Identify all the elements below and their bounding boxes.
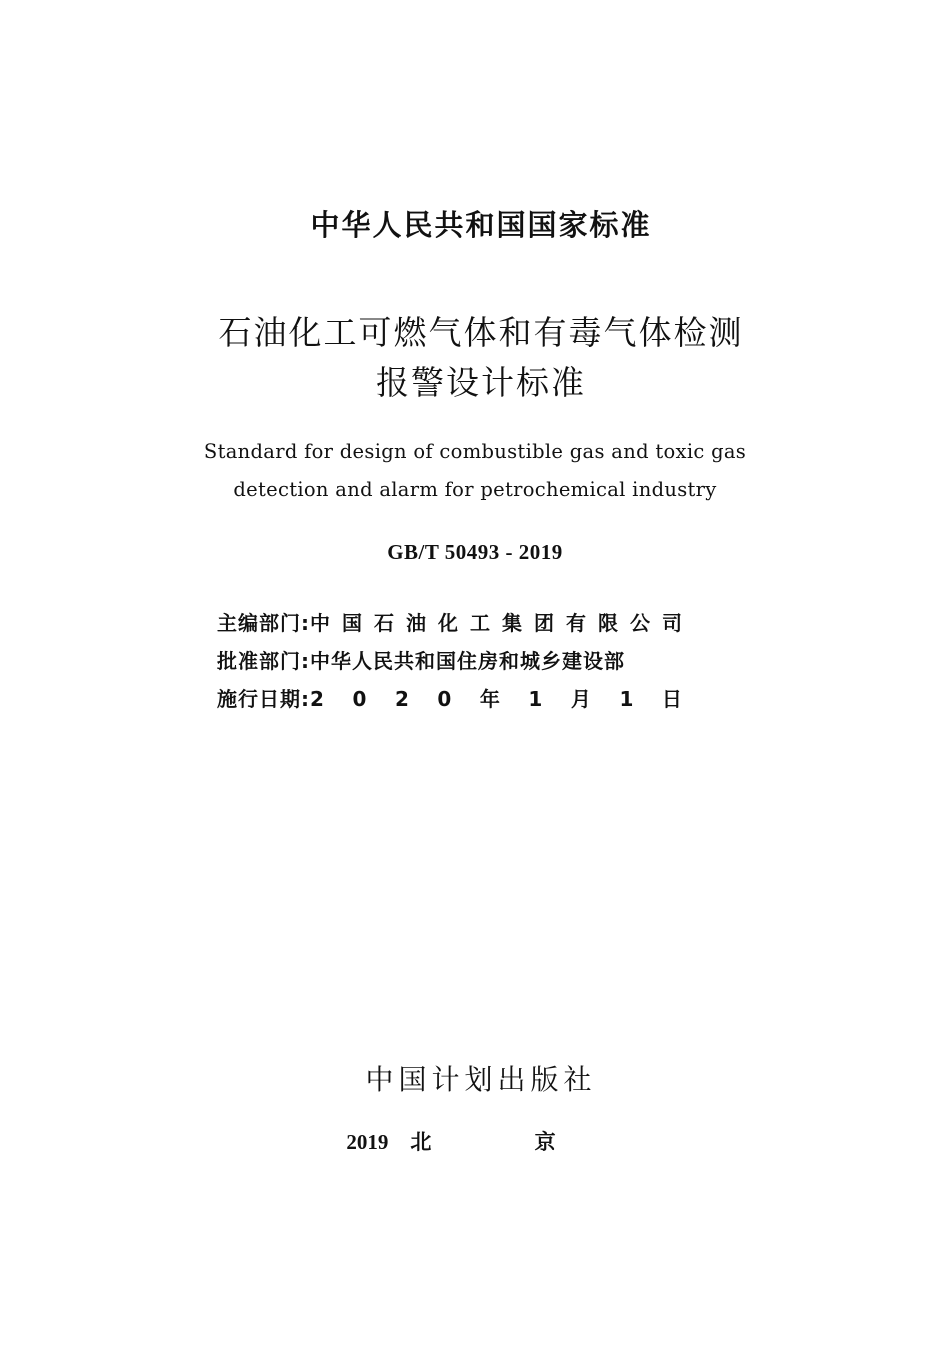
- editor-char: 有: [566, 611, 586, 635]
- editor-char: 团: [534, 611, 554, 635]
- approver-label: 批准部门:: [217, 649, 310, 673]
- title-zh-line1: 石油化工可燃气体和有毒气体检测: [218, 313, 744, 352]
- editor-char: 化: [438, 611, 458, 635]
- date-row: [217, 680, 717, 718]
- title-zh-line2: 报警设计标准: [376, 363, 586, 402]
- editor-value: [310, 604, 682, 642]
- editor-row: [217, 604, 717, 642]
- date-label: 施行日期:: [217, 687, 310, 711]
- date-char: 日: [661, 687, 682, 711]
- title-en-line1: Standard for design of combustible gas and toxic gas: [203, 440, 747, 463]
- approver-row: [217, 642, 717, 680]
- editor-char: 中: [310, 611, 330, 635]
- date-char: 0: [352, 687, 367, 711]
- editor-char: 集: [502, 611, 522, 635]
- publication-place: [0, 1126, 950, 1156]
- editor-char: 限: [598, 611, 618, 635]
- editor-char: 石: [374, 611, 394, 635]
- standard-series-title: 中华人民共和国国家标准: [310, 208, 652, 242]
- publisher-name: 中国计划出版社: [365, 1063, 597, 1096]
- date-char: 0: [437, 687, 452, 711]
- date-value: [310, 680, 682, 718]
- metadata-block: [217, 604, 717, 718]
- editor-char: 国: [342, 611, 362, 635]
- standard-code: GB/T 50493 - 2019: [387, 540, 563, 564]
- date-char: 1: [528, 687, 543, 711]
- approver-value: 中华人民共和国住房和城乡建设部: [310, 649, 625, 673]
- date-char: 月: [570, 687, 591, 711]
- editor-label: 主编部门:: [217, 611, 310, 635]
- date-char: 2: [310, 687, 324, 711]
- publication-year: 2019: [346, 1130, 389, 1154]
- editor-char: 油: [406, 611, 426, 635]
- document-title-en: [0, 433, 950, 509]
- publication-city: 北 京: [410, 1130, 604, 1154]
- title-en-line2: detection and alarm for petrochemical industry: [233, 478, 717, 501]
- editor-char: 工: [470, 611, 490, 635]
- editor-char: 公: [630, 611, 650, 635]
- date-char: 2: [394, 687, 409, 711]
- date-char: 1: [619, 687, 634, 711]
- date-char: 年: [479, 687, 500, 711]
- document-title-zh: [0, 308, 950, 408]
- editor-char: 司: [662, 611, 682, 635]
